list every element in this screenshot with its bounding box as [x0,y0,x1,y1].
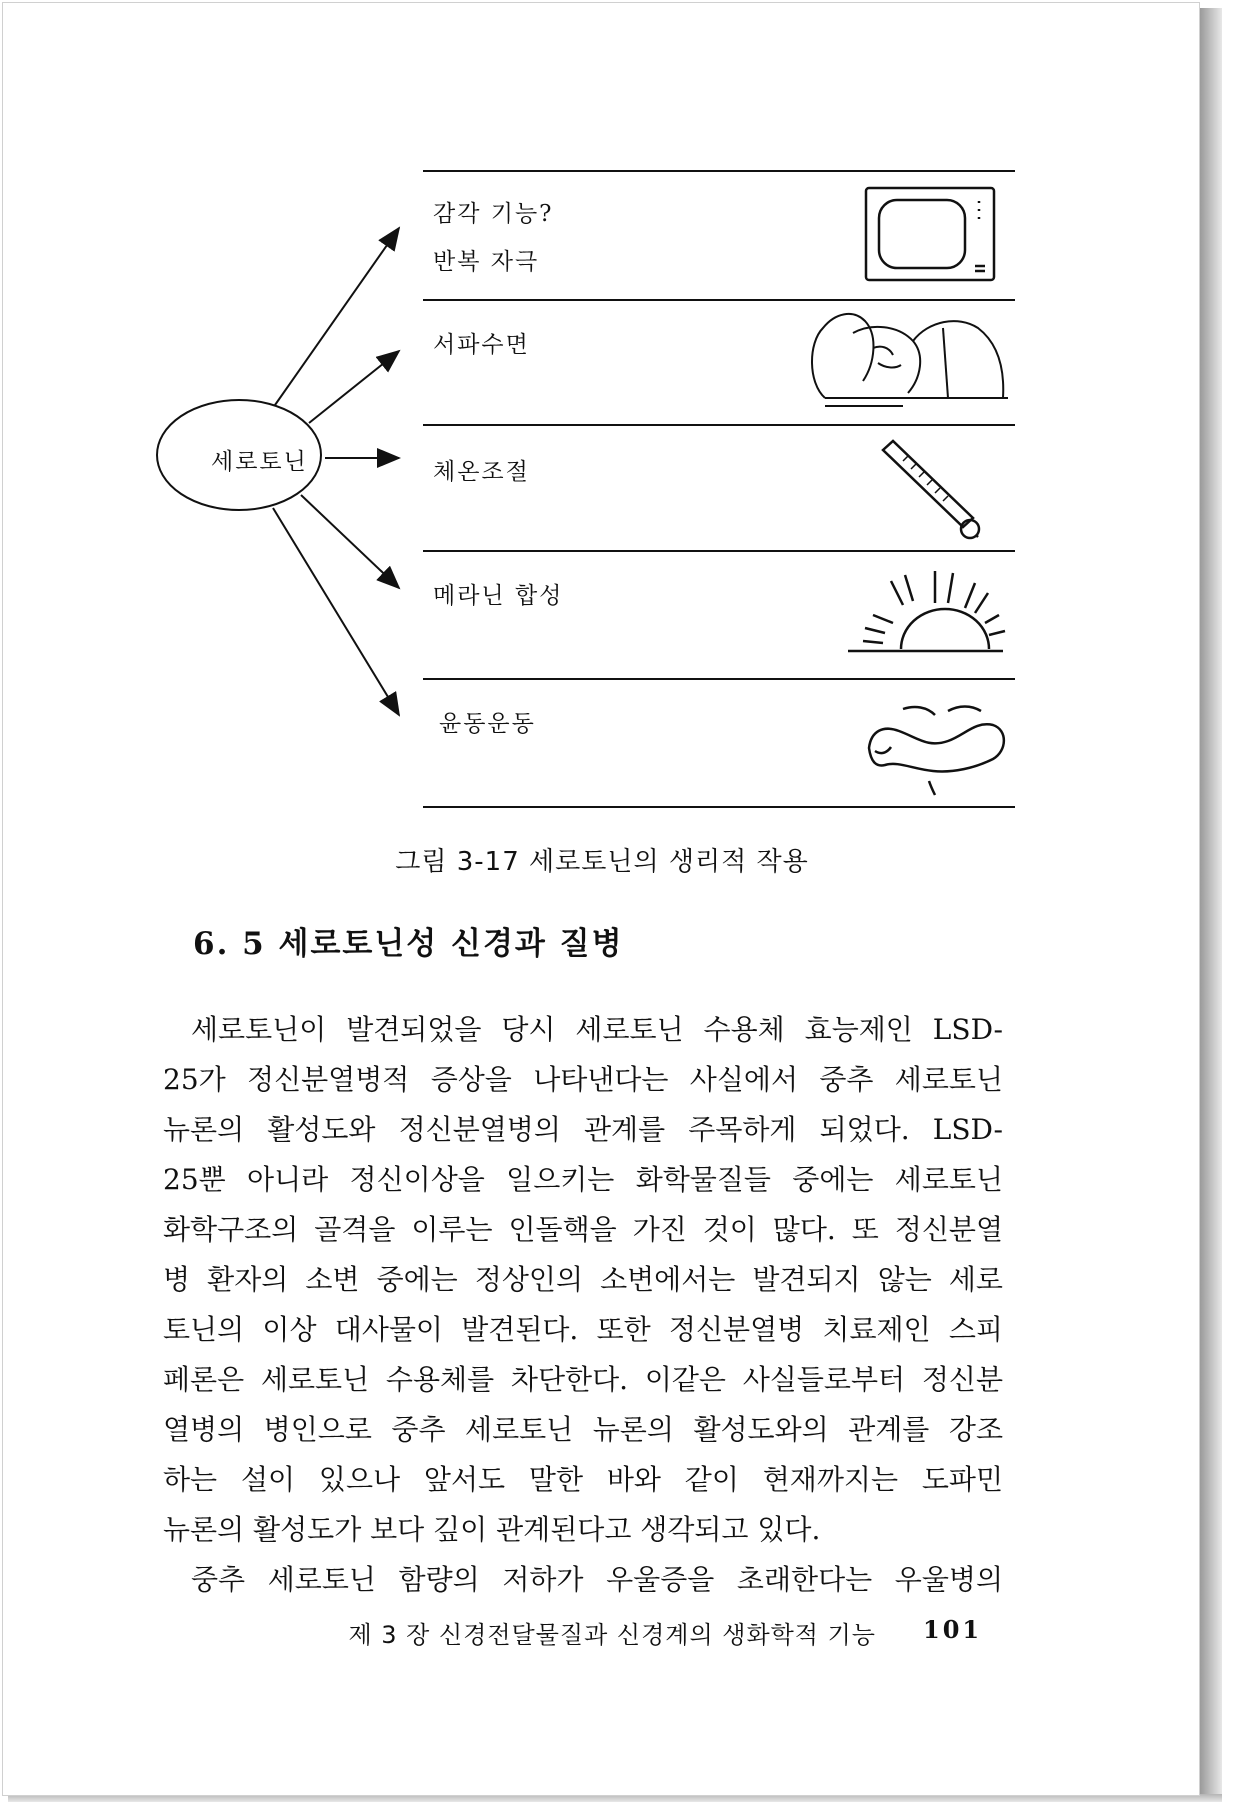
arrow-to-sensory [275,228,399,405]
body-line: 25가 정신분열병적 증상을 나타낸다는 사실에서 중추 세로토닌 [163,1063,1003,1096]
body-line: 열병의 병인으로 중추 세로토닌 뉴론의 활성도와의 관계를 강조 [163,1413,1003,1446]
sunrise-icon [848,571,1005,651]
body-text [163,1005,1003,1605]
row-5-label: 윤동운동 [439,711,536,737]
row-4-label: 메라닌 합성 [433,583,564,609]
section-heading: 6. 5 세로토닌성 신경과 질병 [193,926,624,962]
body-line: 하는 설이 있으나 앞서도 말한 바와 같이 현재까지는 도파민 [163,1463,1003,1496]
row-2-label: 서파수면 [433,332,530,358]
page-footer [3,1615,1201,1655]
body-line: 페론은 세로토닌 수용체를 차단한다. 이같은 사실들로부터 정신분 [163,1363,1003,1396]
row-3-label: 체온조절 [433,459,530,485]
row-1-label-1: 감각 기능? [433,201,554,227]
body-line: 중추 세로토닌 함량의 저하가 우울증을 초래한다는 우울병의 [191,1563,1003,1596]
intestine-icon [869,707,1004,796]
arrow-to-sleep [309,351,399,423]
arrow-to-melanin [301,495,399,588]
television-icon [866,188,994,280]
figure-diagram [3,3,1201,833]
page-edge-shadow [1200,8,1222,1798]
body-line: 병 환자의 소변 중에는 정상인의 소변에서는 발견되지 않는 세로 [163,1263,1003,1296]
page-number: 101 [923,1615,983,1644]
body-line: 뉴론의 활성도가 보다 깊이 관계된다고 생각되고 있다. [163,1513,821,1546]
body-line: 뉴론의 활성도와 정신분열병의 관계를 주목하게 되었다. LSD- [163,1113,1003,1146]
arrow-to-motility [273,508,399,715]
figure-caption: 그림 3-17 세로토닌의 생리적 작용 [395,847,809,877]
body-line: 화학구조의 골격을 이루는 인돌핵을 가진 것이 많다. 또 정신분열 [163,1213,1003,1246]
body-line: 세로토닌이 발견되었을 당시 세로토닌 수용체 효능제인 LSD- [191,1013,1003,1046]
sleeping-person-icon [812,314,1008,406]
row-1-label-2: 반복 자극 [433,249,540,275]
book-page [2,2,1200,1796]
thermometer-icon [883,441,979,538]
figure-3-17 [3,3,1201,833]
body-line: 25뿐 아니라 정신이상을 일으키는 화학물질들 중에는 세로토닌 [163,1163,1003,1196]
center-label: 세로토닌 [211,449,308,475]
body-line: 토닌의 이상 대사물이 발견된다. 또한 정신분열병 치료제인 스피 [163,1313,1003,1346]
chapter-title: 제 3 장 신경전달물질과 신경계의 생화학적 기능 [348,1621,876,1649]
